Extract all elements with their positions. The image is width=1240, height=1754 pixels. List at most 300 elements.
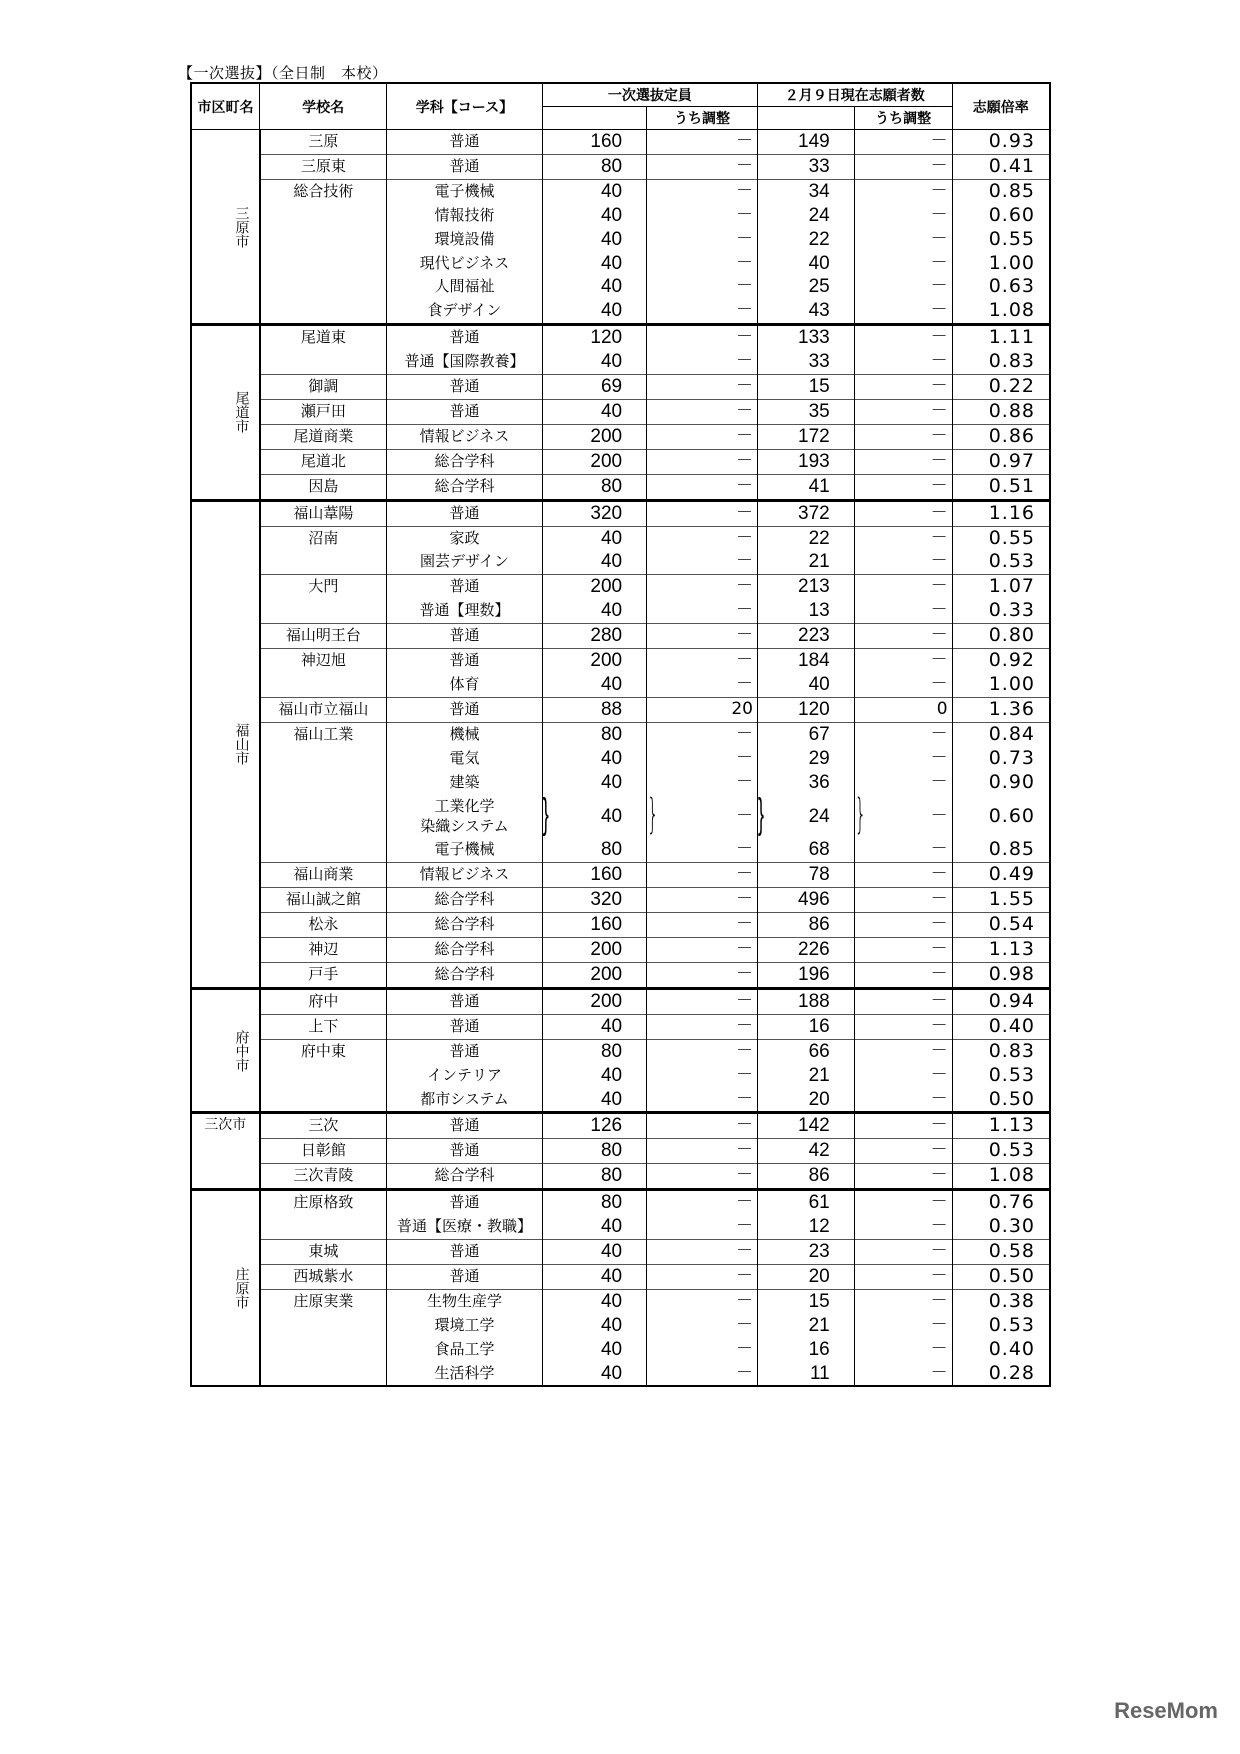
quota-adj-cell: － <box>647 1239 758 1264</box>
applicants-adj-cell: － <box>854 1190 952 1215</box>
course-cell: 情報ビジネス <box>387 424 542 449</box>
table-row <box>191 179 1050 203</box>
applicants-adj-cell: － <box>854 1039 952 1063</box>
course-cell: 普通 <box>387 1190 542 1215</box>
quota-cell: 320 <box>542 888 646 913</box>
school-cell <box>260 252 387 276</box>
quota-adj-cell: － <box>647 500 758 526</box>
quota-adj-cell: － <box>647 424 758 449</box>
applicants-adj-cell: － <box>854 1215 952 1239</box>
school-cell <box>260 1088 387 1113</box>
applicants-cell: 40 <box>757 252 854 276</box>
ratio-cell: 0.60 <box>988 203 1035 226</box>
quota-cell: 40 <box>542 252 646 276</box>
ratio-cell: 0.54 <box>952 913 1050 938</box>
table-row <box>191 1064 1050 1088</box>
ratio-cell: 0.85 <box>988 838 1035 861</box>
table-row <box>191 575 1050 599</box>
course-label: 工業化学 <box>434 797 495 816</box>
quota-cell: 40 <box>542 747 646 771</box>
quota-adj-cell: － <box>647 275 758 299</box>
applicants-adj-cell: － <box>854 624 952 649</box>
ratio-cell: 0.80 <box>952 624 1050 649</box>
ratio-cell: 0.30 <box>988 1215 1035 1238</box>
quota-adj-cell: － <box>647 1264 758 1289</box>
course-cell: 普通 <box>387 1264 542 1289</box>
table-row <box>191 350 1050 374</box>
quota-cell: 80 <box>542 1039 646 1063</box>
ratio-cell: 0.93 <box>988 130 1035 152</box>
quota-adj-cell: － <box>647 154 758 179</box>
quota-adj-cell: － <box>647 673 758 697</box>
course-cell: 都市システム <box>387 1088 542 1113</box>
applicants-adj-cell: － <box>854 204 952 228</box>
quota-adj-cell: － <box>647 1064 758 1088</box>
ratio-cell: 0.55 <box>988 227 1035 250</box>
ratio-cell: 0.53 <box>988 1313 1035 1336</box>
applicants-cell: 33 <box>757 350 854 374</box>
quota-adj-cell: － <box>647 771 758 795</box>
ratio-cell: 0.86 <box>952 424 1050 449</box>
table-row <box>191 1289 1050 1313</box>
applicants-cell: 21 <box>757 1064 854 1088</box>
course-cell: 園芸デザイン <box>387 550 542 574</box>
quota-cell: 80 <box>542 474 646 500</box>
quota-adj-cell: － <box>647 838 758 862</box>
applicants-cell: 142 <box>757 1113 854 1139</box>
quota-adj-cell: － <box>647 1362 758 1387</box>
course-cell: 総合学科 <box>387 913 542 938</box>
ratio-cell: 0.55 <box>952 526 1050 550</box>
course-cell: 総合学科 <box>387 1164 542 1190</box>
quota-adj-cell: － <box>647 624 758 649</box>
table-row <box>191 204 1050 228</box>
school-cell: 福山工業 <box>260 722 387 746</box>
applicants-adj-cell: － <box>854 575 952 599</box>
ratio-cell: 0.60 <box>988 804 1035 827</box>
quota-cell: 40 <box>542 299 646 324</box>
table-row <box>191 1215 1050 1239</box>
quota-cell: 88 <box>542 697 646 722</box>
table-row <box>191 424 1050 449</box>
table-row <box>191 1190 1050 1215</box>
course-cell: 人間福祉 <box>387 275 542 299</box>
table-row <box>191 599 1050 623</box>
quota-adj-cell: － <box>647 649 758 673</box>
applicants-cell: 22 <box>757 228 854 252</box>
course-cell: 家政 <box>387 526 542 550</box>
school-cell: 上下 <box>260 1014 387 1039</box>
school-cell <box>260 275 387 299</box>
quota-adj-cell: － <box>647 1314 758 1338</box>
applicants-cell: 66 <box>757 1039 854 1063</box>
quota-adj-cell: － <box>647 299 758 324</box>
quota-adj-cell: － <box>647 1113 758 1139</box>
school-cell <box>260 204 387 228</box>
table-row <box>191 1314 1050 1338</box>
applicants-cell: 41 <box>757 474 854 500</box>
quota-cell: 40 <box>542 1314 646 1338</box>
ratio-cell: 0.22 <box>952 375 1050 400</box>
ratio-cell: 0.98 <box>952 963 1050 989</box>
school-cell: 庄原実業 <box>260 1289 387 1313</box>
course-label-2: 染織システム <box>420 817 509 836</box>
course-cell: 機械 <box>387 722 542 746</box>
table-row <box>191 550 1050 574</box>
course-cell: 普通 <box>387 575 542 599</box>
applicants-adj-cell: － <box>854 1289 952 1313</box>
table-row <box>191 1088 1050 1113</box>
ratio-cell: 0.50 <box>952 1264 1050 1289</box>
header-quota: 一次選抜定員 <box>542 83 757 107</box>
ratio-cell: 0.85 <box>952 179 1050 203</box>
table-row <box>191 838 1050 862</box>
quota-cell: 40 <box>542 599 646 623</box>
table-row <box>191 771 1050 795</box>
table-row <box>191 1338 1050 1362</box>
applicants-cell: 372 <box>757 500 854 526</box>
quota-adj-cell: － <box>647 252 758 276</box>
course-cell: 生活科学 <box>387 1362 542 1387</box>
course-cell: 普通 <box>387 1239 542 1264</box>
course-cell: 普通【理数】 <box>387 599 542 623</box>
ratio-cell: 0.53 <box>988 550 1035 573</box>
quota-adj-cell: － <box>647 722 758 746</box>
course-cell: 普通 <box>387 375 542 400</box>
applicants-adj-cell: － <box>854 1088 952 1113</box>
quota-adj-cell: － <box>647 1215 758 1239</box>
applicants-adj-cell: － <box>854 526 952 550</box>
applicants-adj-cell: － <box>854 771 952 795</box>
applicants-cell: 15 <box>757 1289 854 1313</box>
table-row <box>191 747 1050 771</box>
course-cell: 電気 <box>387 747 542 771</box>
table-row <box>191 1113 1050 1139</box>
quota-adj-cell: － <box>647 1039 758 1063</box>
school-cell <box>260 350 387 374</box>
school-cell <box>260 1314 387 1338</box>
ratio-cell: 0.38 <box>952 1289 1050 1313</box>
table-row <box>191 697 1050 722</box>
ratio-cell: 1.00 <box>988 672 1035 695</box>
course-cell: 普通 <box>387 1113 542 1139</box>
applicants-adj-cell: － <box>854 838 952 862</box>
table-row <box>191 1139 1050 1164</box>
applicants-adj-cell: － <box>854 350 952 374</box>
course-cell: 総合学科 <box>387 888 542 913</box>
applicants-adj-cell: － <box>854 649 952 673</box>
course-cell: 総合学科 <box>387 938 542 963</box>
applicants-cell: 78 <box>757 863 854 888</box>
quota-cell: } 40 <box>542 794 646 838</box>
table-row <box>191 722 1050 746</box>
school-cell: 瀬戸田 <box>260 399 387 424</box>
quota-cell: 40 <box>542 1014 646 1039</box>
school-cell: 府中東 <box>260 1039 387 1063</box>
ratio-cell: 1.55 <box>952 888 1050 913</box>
applicants-adj-cell: － <box>854 228 952 252</box>
course-cell: 総合学科 <box>387 449 542 474</box>
ratio-cell: 0.40 <box>988 1337 1035 1360</box>
course-cell: 普通 <box>387 130 542 155</box>
applicants-adj-cell: － <box>854 988 952 1014</box>
school-cell: 沼南 <box>260 526 387 550</box>
school-cell: 因島 <box>260 474 387 500</box>
applicants-cell: 188 <box>757 988 854 1014</box>
applicants-cell: 16 <box>757 1338 854 1362</box>
applicants-cell: 133 <box>757 325 854 350</box>
applicants-cell: } 24 <box>757 794 854 838</box>
school-cell <box>260 794 387 838</box>
ratio-cell: 0.88 <box>952 399 1050 424</box>
course-cell: 環境工学 <box>387 1314 542 1338</box>
quota-cell: 160 <box>542 913 646 938</box>
quota-adj-cell: } － <box>647 794 758 838</box>
applicants-adj-cell: － <box>854 1314 952 1338</box>
ratio-cell: 0.84 <box>952 722 1050 746</box>
quota-adj-cell: － <box>647 963 758 989</box>
course-cell: 普通【医療・教職】 <box>387 1215 542 1239</box>
applicants-cell: 226 <box>757 938 854 963</box>
quota-adj-cell: － <box>647 228 758 252</box>
ratio-cell: 1.08 <box>952 1164 1050 1190</box>
quota-adj-cell: － <box>647 1164 758 1190</box>
course-cell: 普通 <box>387 988 542 1014</box>
quota-adj-cell: － <box>647 1338 758 1362</box>
applicants-adj-cell: － <box>854 722 952 746</box>
applicants-cell: 36 <box>757 771 854 795</box>
applicants-adj-cell: － <box>854 550 952 574</box>
applicants-cell: 61 <box>757 1190 854 1215</box>
applicants-cell: 16 <box>757 1014 854 1039</box>
quota-adj-cell: － <box>647 913 758 938</box>
school-cell <box>260 673 387 697</box>
header-ratio: 志願倍率 <box>952 83 1050 130</box>
quota-adj-cell: － <box>647 988 758 1014</box>
applicants-adj-cell: － <box>854 863 952 888</box>
applicants-adj-cell: － <box>854 888 952 913</box>
header-school: 学校名 <box>260 83 387 130</box>
table-row <box>191 526 1050 550</box>
applicants-adj-cell: － <box>854 1113 952 1139</box>
applicants-cell: 24 <box>757 204 854 228</box>
school-cell <box>260 838 387 862</box>
applicants-cell: 86 <box>757 1164 854 1190</box>
applicants-adj-cell: － <box>854 179 952 203</box>
applicants-cell: 20 <box>757 1088 854 1113</box>
ratio-cell: 1.00 <box>988 251 1035 274</box>
ratio-cell: 1.13 <box>952 1113 1050 1139</box>
quota-cell: 80 <box>542 154 646 179</box>
course-cell: 情報技術 <box>387 204 542 228</box>
table-row <box>191 130 1050 155</box>
course-cell: 普通 <box>387 500 542 526</box>
quota-cell: 40 <box>542 275 646 299</box>
quota-adj-cell: － <box>647 130 758 155</box>
quota-cell: 80 <box>542 722 646 746</box>
applicants-adj-cell: － <box>854 375 952 400</box>
school-cell: 福山市立福山 <box>260 697 387 722</box>
school-cell: 三次 <box>260 1113 387 1139</box>
quota-cell: 69 <box>542 375 646 400</box>
quota-adj-cell: － <box>647 599 758 623</box>
city-cell: 庄原市 <box>191 1190 260 1387</box>
header-course: 学科【コース】 <box>387 83 542 130</box>
quota-cell: 40 <box>542 179 646 203</box>
ratio-cell: 1.36 <box>952 697 1050 722</box>
applicants-cell: 34 <box>757 179 854 203</box>
applicants-adj-cell: － <box>854 1239 952 1264</box>
applicants-cell: 223 <box>757 624 854 649</box>
applicants-cell: 68 <box>757 838 854 862</box>
school-cell <box>260 299 387 324</box>
table-row <box>191 1362 1050 1387</box>
quota-cell: 40 <box>542 1215 646 1239</box>
ratio-cell: 0.28 <box>988 1361 1035 1384</box>
applicants-cell: 86 <box>757 913 854 938</box>
applicants-adj-cell: － <box>854 252 952 276</box>
quota-cell: 40 <box>542 228 646 252</box>
course-cell: 普通【国際教養】 <box>387 350 542 374</box>
ratio-cell: 0.50 <box>988 1087 1035 1110</box>
school-cell: 西城紫水 <box>260 1264 387 1289</box>
table-row <box>191 649 1050 673</box>
table-row <box>191 624 1050 649</box>
school-cell: 三原東 <box>260 154 387 179</box>
course-cell: 電子機械 <box>387 838 542 862</box>
table-row <box>191 1039 1050 1063</box>
applicants-cell: 43 <box>757 299 854 324</box>
school-cell: 尾道東 <box>260 325 387 350</box>
applicants-adj-cell: － <box>854 500 952 526</box>
quota-cell: 40 <box>542 1264 646 1289</box>
course-cell: 普通 <box>387 1014 542 1039</box>
quota-cell: 80 <box>542 1164 646 1190</box>
course-cell: 食品工学 <box>387 1338 542 1362</box>
quota-cell: 40 <box>542 1289 646 1313</box>
table-row <box>191 1264 1050 1289</box>
school-cell: 三次青陵 <box>260 1164 387 1190</box>
quota-adj-cell: － <box>647 1289 758 1313</box>
course-cell: 普通 <box>387 624 542 649</box>
document-title: 【一次選抜】（全日制 本校） <box>178 64 388 82</box>
table-row <box>191 252 1050 276</box>
school-cell: 日彰館 <box>260 1139 387 1164</box>
header-applicants-blank <box>757 107 854 130</box>
table-row <box>191 500 1050 526</box>
quota-cell: 40 <box>542 1239 646 1264</box>
header-quota-adj: うち調整 <box>647 107 758 130</box>
applicants-adj-cell: 0 <box>854 697 952 722</box>
table-row <box>191 913 1050 938</box>
ratio-cell: 0.97 <box>952 449 1050 474</box>
quota-cell: 40 <box>542 673 646 697</box>
quota-cell: 200 <box>542 988 646 1014</box>
course-cell: 普通 <box>387 649 542 673</box>
header-quota-blank <box>542 107 646 130</box>
applicants-adj-cell: － <box>854 599 952 623</box>
applicants-adj-cell: － <box>854 1064 952 1088</box>
applicants-cell: 120 <box>757 697 854 722</box>
ratio-cell: 0.92 <box>952 649 1050 673</box>
course-cell: 生物生産学 <box>387 1289 542 1313</box>
ratio-cell: 0.83 <box>988 350 1035 373</box>
applicants-adj-cell: － <box>854 275 952 299</box>
ratio-cell: 0.41 <box>952 154 1050 179</box>
table-row <box>191 154 1050 179</box>
quota-cell: 40 <box>542 526 646 550</box>
school-cell: 府中 <box>260 988 387 1014</box>
applicants-adj-cell: － <box>854 449 952 474</box>
table-row <box>191 228 1050 252</box>
quota-cell: 40 <box>542 1338 646 1362</box>
applicants-adj-cell: － <box>854 1139 952 1164</box>
course-cell: 環境設備 <box>387 228 542 252</box>
city-cell: 三次市 <box>191 1113 260 1190</box>
applicants-cell: 23 <box>757 1239 854 1264</box>
school-cell: 神辺旭 <box>260 649 387 673</box>
applicants-cell: 213 <box>757 575 854 599</box>
table-row <box>191 375 1050 400</box>
applicants-adj-cell: － <box>854 913 952 938</box>
course-cell: 情報ビジネス <box>387 863 542 888</box>
quota-cell: 200 <box>542 449 646 474</box>
applicants-cell: 193 <box>757 449 854 474</box>
school-cell <box>260 1362 387 1387</box>
quota-adj-cell: － <box>647 550 758 574</box>
quota-cell: 200 <box>542 575 646 599</box>
table-row <box>191 1164 1050 1190</box>
school-cell: 三原 <box>260 130 387 155</box>
ratio-cell: 0.51 <box>952 474 1050 500</box>
school-cell <box>260 771 387 795</box>
course-cell: 体育 <box>387 673 542 697</box>
table-row <box>191 299 1050 324</box>
quota-cell: 280 <box>542 624 646 649</box>
applicants-cell: 42 <box>757 1139 854 1164</box>
applicants-cell: 67 <box>757 722 854 746</box>
applicants-adj-cell: － <box>854 1264 952 1289</box>
course-cell: 普通 <box>387 697 542 722</box>
watermark-logo: ReseMom <box>1114 1698 1218 1723</box>
school-cell: 尾道商業 <box>260 424 387 449</box>
ratio-cell: 1.13 <box>952 938 1050 963</box>
table-row <box>191 888 1050 913</box>
quota-cell: 80 <box>542 1190 646 1215</box>
quota-adj-cell: － <box>647 1139 758 1164</box>
quota-adj-cell: － <box>647 375 758 400</box>
ratio-cell: 0.76 <box>952 1190 1050 1215</box>
applicants-cell: 184 <box>757 649 854 673</box>
applicants-cell: 21 <box>757 1314 854 1338</box>
course-cell <box>387 794 542 838</box>
quota-adj-cell: － <box>647 575 758 599</box>
applicants-cell: 29 <box>757 747 854 771</box>
applicants-adj-cell: － <box>854 399 952 424</box>
ratio-cell: 0.90 <box>988 770 1035 793</box>
course-cell: インテリア <box>387 1064 542 1088</box>
applicants-adj-cell: － <box>854 1164 952 1190</box>
quota-adj-cell: － <box>647 747 758 771</box>
table-row <box>191 988 1050 1014</box>
course-cell: 電子機械 <box>387 179 542 203</box>
quota-cell: 40 <box>542 1088 646 1113</box>
applicants-adj-cell: － <box>854 963 952 989</box>
course-cell: 現代ビジネス <box>387 252 542 276</box>
school-cell: 大門 <box>260 575 387 599</box>
ratio-cell: 0.73 <box>988 746 1035 769</box>
school-cell <box>260 599 387 623</box>
